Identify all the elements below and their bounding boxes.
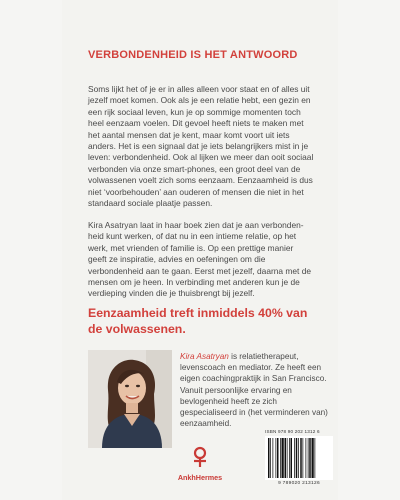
pull-quote: Eenzaamheid treft inmiddels 40% van de volwassenen.: [88, 306, 308, 336]
publisher-name: AnkhHermes: [177, 473, 223, 482]
publisher-logo-icon: [172, 446, 228, 468]
author-bio-text: is relatietherapeut, levenscoach en mediator. Ze heeft een eigen coachingpraktijk in San Francisco. Vanuit persoonlijke ervaring en bevlogenheid heeft ze zich gespecialiseerd in (het verminderen van) eenzaamheid.: [180, 352, 328, 429]
isbn-label: ISBN 978 90 202 1312 6: [265, 429, 320, 434]
barcode: [265, 436, 333, 480]
blurb-paragraph-2: Kira Asatryan laat in haar boek zien dat je aan verbonden-heid kunt werken, of dat nu in een intieme relatie, op het werk, met vrienden of familie is. Op een prettige manier geeft ze inspiratie, advies en oefeningen om die verbondenheid aan te gaan. Eerst met jezelf, daarna met de mensen om je heen. In verbinding met anderen kun je de verdieping vinden die je thuisbrengt bij jezelf.: [88, 220, 312, 299]
author-photo: [88, 350, 172, 448]
barcode-number: 9 789020 213126: [278, 481, 320, 486]
cover-heading: VERBONDENHEID IS HET ANTWOORD: [88, 49, 298, 61]
blurb-paragraph-1: Soms lijkt het of je er in alles alleen voor staat en of alles uit jezelf moet komen. Ook als je een relatie hebt, een gezin en een rijk sociaal leven, kun je op sommige momenten toch heel eenzaam voelen. Dit gevoel heeft niets te maken met het aantal mensen dat je kent, maar komt voort uit iets anders. Het is een signaal dat je iets belangrijkers mist in je leven: verbondenheid. Ook al lijken we meer dan ooit sociaal verbonden via onze smart-phones, een groot deel van de volwassenen voelt zich soms eenzaam. Eenzaamheid is dus niet ‘voorbehouden’ aan ouderen of mensen die niet in het standaard sociale plaatje passen.: [88, 84, 314, 209]
author-bio: [180, 351, 330, 429]
author-name: Kira Asatryan: [180, 352, 229, 361]
